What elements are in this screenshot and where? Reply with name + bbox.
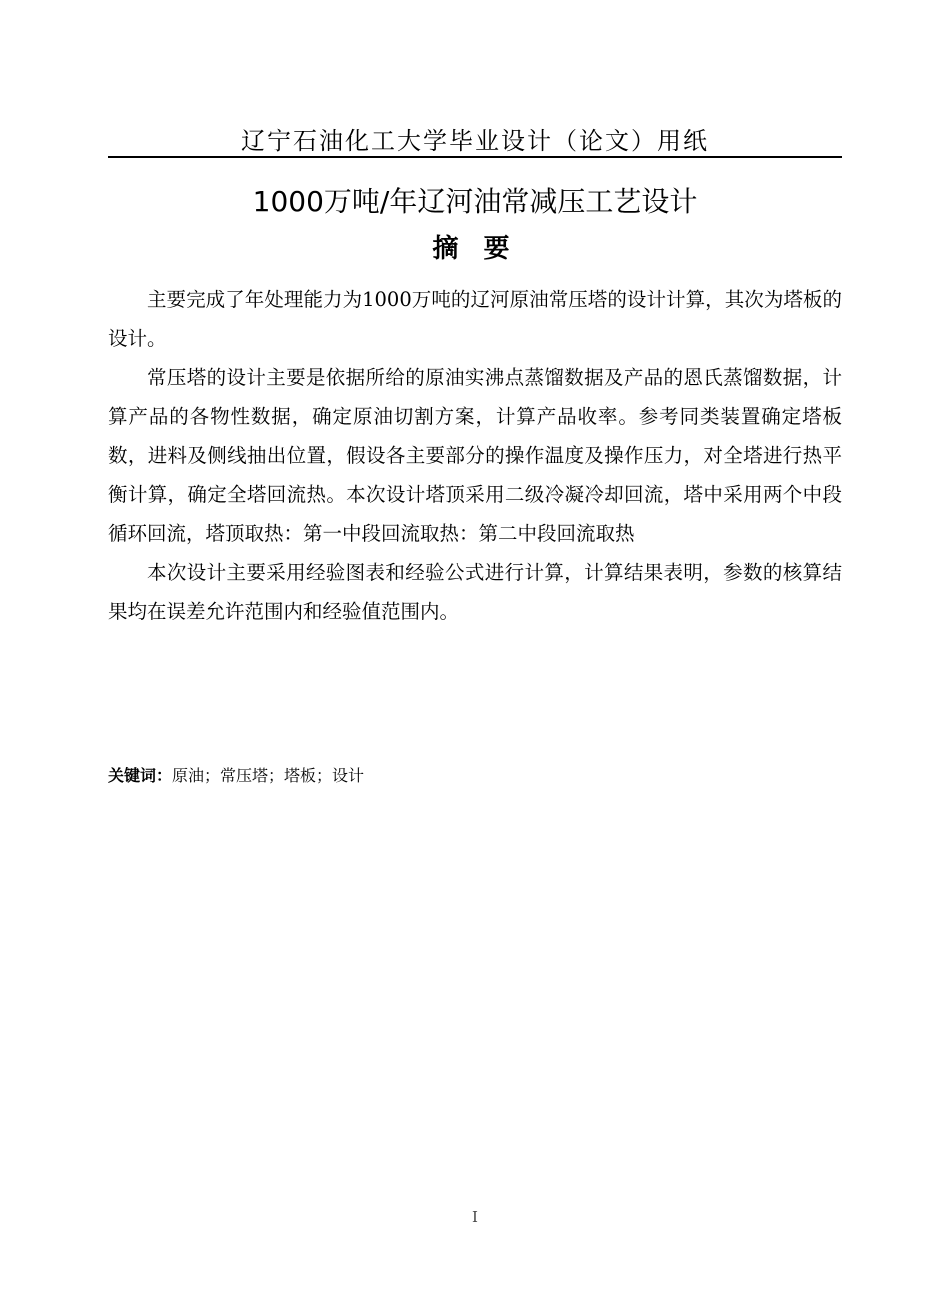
keywords-line — [108, 764, 842, 788]
running-header-title: 辽宁石油化工大学毕业设计（论文）用纸 — [241, 127, 709, 155]
abstract-paragraph-1: 主要完成了年处理能力为1000万吨的辽河原油常压塔的设计计算，其次为塔板的设计。 — [108, 288, 842, 350]
keywords-label: 关键词： — [108, 766, 173, 785]
abstract-body — [108, 280, 842, 631]
page-number: I — [472, 1208, 478, 1226]
abstract-paragraph-2: 常压塔的设计主要是依据所给的原油实沸点蒸馏数据及产品的恩氏蒸馏数据，计算产品的各物性数据，确定原油切割方案，计算产品收率。参考同类装置确定塔板数，进料及侧线抽出位置，假设各主要部分的操作温度及操作压力，对全塔进行热平衡计算，确定全塔回流热。本次设计塔顶采用二级冷凝冷却回流，塔中采用两个中段循环回流，塔顶取热：第一中段回流取热：第二中段回流取热 — [108, 366, 842, 545]
keywords-value: 原油；常压塔；塔板；设计 — [172, 766, 365, 785]
document-title: 1000万吨/年辽河油常减压工艺设计 — [252, 185, 698, 218]
abstract-paragraph-3: 本次设计主要采用经验图表和经验公式进行计算，计算结果表明，参数的核算结果均在误差允许范围内和经验值范围内。 — [108, 561, 842, 623]
header-divider — [108, 156, 842, 158]
abstract-heading: 摘 要 — [432, 234, 518, 264]
